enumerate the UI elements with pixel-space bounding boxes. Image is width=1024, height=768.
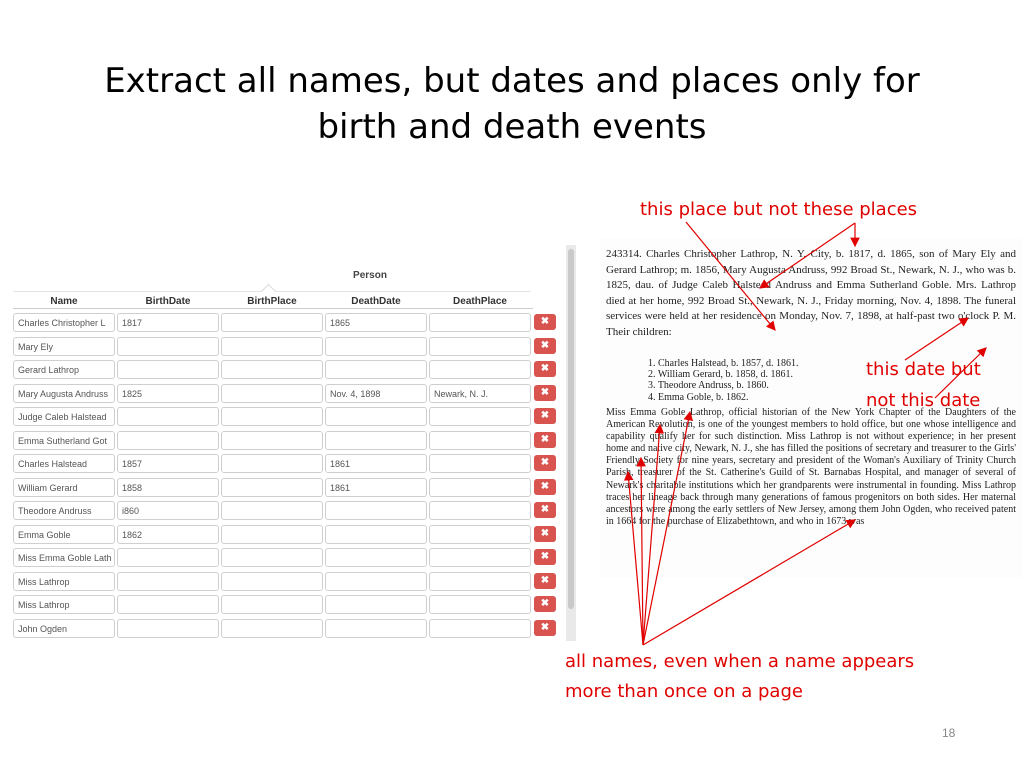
delete-row-button[interactable] — [534, 596, 556, 612]
delete-x-icon: ✖ — [540, 621, 550, 633]
birthplace-field[interactable] — [221, 572, 323, 591]
name-field[interactable]: Mary Augusta Andruss — [13, 384, 115, 403]
birthdate-field[interactable] — [117, 407, 219, 426]
delete-row-button[interactable] — [534, 502, 556, 518]
date-annotation-line-1: this date but — [866, 359, 981, 380]
place-annotation: this place but not these places — [640, 199, 918, 220]
name-field[interactable]: Miss Lathrop — [13, 595, 115, 614]
birthdate-field[interactable]: i860 — [117, 501, 219, 520]
birthdate-field[interactable]: 1858 — [117, 478, 219, 497]
name-field[interactable]: Theodore Andruss — [13, 501, 115, 520]
deathdate-field[interactable]: Nov. 4, 1898 — [325, 384, 427, 403]
deathplace-field[interactable] — [429, 572, 531, 591]
deathplace-field[interactable] — [429, 431, 531, 450]
delete-row-button[interactable] — [534, 361, 556, 377]
scan-paragraph-1: 243314. Charles Christopher Lathrop, N. Y. City, b. 1817, d. 1865, son of Mary Ely and Gerard Lathrop; m. 1856, Mary Augusta Andruss, 992 Broad St., Newark, N. J., who was b. 1825, dau. of Judge Caleb Halstead Andruss and Emma Sutherland Goble. Mrs. Lathrop died at her home, 992 Broad St., Newark, N. J., Friday morning, Nov. 4, 1898. The funeral services were held at her residence on Monday, Nov. 7, 1898, at half-past two o'clock P. M. Their children: — [606, 248, 1016, 338]
delete-x-icon: ✖ — [540, 457, 550, 468]
birthplace-field[interactable] — [221, 454, 323, 473]
scan-child-2: 2. William Gerard, b. 1858, d. 1861. — [648, 369, 793, 381]
birthplace-field[interactable] — [221, 619, 323, 638]
delete-row-button[interactable] — [534, 338, 556, 354]
birthplace-field[interactable] — [221, 384, 323, 403]
person-group-header: Person — [353, 270, 387, 281]
delete-x-icon: ✖ — [540, 433, 550, 445]
date-annotation-line-2: not this date — [866, 390, 981, 411]
deathdate-field[interactable] — [325, 548, 427, 567]
deathdate-field[interactable] — [325, 337, 427, 356]
column-header-birthplace: BirthPlace — [247, 296, 297, 307]
birthdate-field[interactable]: 1862 — [117, 525, 219, 544]
birthplace-field[interactable] — [221, 431, 323, 450]
deathplace-field[interactable] — [429, 407, 531, 426]
name-field[interactable]: Miss Lathrop — [13, 572, 115, 591]
delete-row-button[interactable] — [534, 526, 556, 542]
birthdate-field[interactable] — [117, 619, 219, 638]
deathplace-field[interactable] — [429, 595, 531, 614]
deathdate-field[interactable] — [325, 431, 427, 450]
deathdate-field[interactable] — [325, 407, 427, 426]
birthplace-field[interactable] — [221, 478, 323, 497]
header-divider — [13, 308, 533, 309]
delete-x-icon: ✖ — [540, 574, 550, 586]
delete-row-button[interactable] — [534, 573, 556, 589]
birthdate-field[interactable]: 1857 — [117, 454, 219, 473]
deathdate-field[interactable]: 1861 — [325, 454, 427, 473]
delete-x-icon: ✖ — [540, 480, 550, 492]
delete-x-icon: ✖ — [540, 527, 550, 539]
delete-x-icon: ✖ — [540, 316, 550, 327]
column-header-name: Name — [50, 296, 78, 307]
deathplace-field[interactable] — [429, 337, 531, 356]
birthdate-field[interactable]: 1825 — [117, 384, 219, 403]
deathplace-field[interactable] — [429, 360, 531, 379]
birthdate-field[interactable] — [117, 595, 219, 614]
name-field[interactable]: Mary Ely — [13, 337, 115, 356]
name-field[interactable]: Gerard Lathrop — [13, 360, 115, 379]
delete-row-button[interactable] — [534, 385, 556, 401]
deathplace-field[interactable] — [429, 619, 531, 638]
column-header-birthdate: BirthDate — [145, 296, 191, 307]
deathplace-field[interactable] — [429, 478, 531, 497]
delete-row-button[interactable] — [534, 620, 556, 636]
scrollbar-thumb[interactable] — [568, 249, 574, 609]
birthplace-field[interactable] — [221, 407, 323, 426]
column-header-deathdate: DeathDate — [351, 296, 401, 307]
names-annotation-line-2: more than once on a page — [565, 681, 803, 702]
birthplace-field[interactable] — [221, 313, 323, 332]
delete-row-button[interactable] — [534, 314, 556, 330]
deathdate-field[interactable] — [325, 595, 427, 614]
delete-row-button[interactable] — [534, 549, 556, 565]
scan-child-1: 1. Charles Halstead, b. 1857, d. 1861. — [648, 358, 799, 369]
deathdate-field[interactable] — [325, 360, 427, 379]
deathdate-field[interactable]: 1861 — [325, 478, 427, 497]
form-scrollbar[interactable] — [566, 245, 576, 641]
name-field[interactable]: Emma Goble — [13, 525, 115, 544]
birthdate-field[interactable] — [117, 360, 219, 379]
birthplace-field[interactable] — [221, 360, 323, 379]
deathplace-field[interactable] — [429, 525, 531, 544]
delete-x-icon: ✖ — [540, 363, 550, 374]
deathdate-field[interactable] — [325, 525, 427, 544]
delete-row-button[interactable] — [534, 408, 556, 424]
birthdate-field[interactable] — [117, 572, 219, 591]
name-field[interactable]: Charles Halstead — [13, 454, 115, 473]
deathplace-field[interactable]: Newark, N. J. — [429, 384, 531, 403]
name-field[interactable]: John Ogden — [13, 619, 115, 638]
name-field[interactable]: Miss Emma Goble Lath — [13, 548, 115, 567]
scan-child-3: 3. Theodore Andruss, b. 1860. — [648, 380, 769, 392]
slide-title — [0, 58, 1024, 150]
slide-title-line-2: birth and death events — [317, 107, 707, 147]
column-header-deathplace: DeathPlace — [453, 296, 507, 307]
page-number: 18 — [942, 726, 956, 740]
deathplace-field[interactable] — [429, 501, 531, 520]
deathplace-field[interactable] — [429, 548, 531, 567]
scan-child-4: 4. Emma Goble, b. 1862. — [648, 391, 749, 403]
birthplace-field[interactable] — [221, 595, 323, 614]
delete-x-icon: ✖ — [540, 339, 550, 351]
deathplace-field[interactable] — [429, 454, 531, 473]
birthplace-field[interactable] — [221, 525, 323, 544]
deathdate-field[interactable]: 1865 — [325, 313, 427, 332]
deathdate-field[interactable] — [325, 501, 427, 520]
delete-x-icon: ✖ — [540, 551, 550, 562]
delete-x-icon: ✖ — [540, 410, 550, 421]
birthdate-field[interactable] — [117, 431, 219, 450]
delete-row-button[interactable] — [534, 432, 556, 448]
scan-children-list — [648, 358, 799, 403]
delete-x-icon: ✖ — [540, 598, 550, 609]
name-field[interactable]: Emma Sutherland Got — [13, 431, 115, 450]
birthdate-field[interactable]: 1817 — [117, 313, 219, 332]
delete-x-icon: ✖ — [540, 386, 550, 398]
birthdate-field[interactable] — [117, 548, 219, 567]
name-field[interactable]: William Gerard — [13, 478, 115, 497]
delete-x-icon: ✖ — [540, 504, 550, 515]
birthplace-field[interactable] — [221, 337, 323, 356]
birthdate-field[interactable] — [117, 337, 219, 356]
delete-row-button[interactable] — [534, 479, 556, 495]
slide-title-line-1: Extract all names, but dates and places only for — [104, 61, 920, 101]
scan-paragraph-2: Miss Emma Goble Lathrop, official historian of the New York Chapter of the Daughters of the American Revolution, is one of the youngest members to hold office, but one whose intelligence and capability qualify her for such distinction. Miss Lathrop is not without experience; in her present home and native city, Newark, N. J., she has filled the positions of secretary and treasurer to the Girls' Friendly Society for nine years, secretary and president of the Woman's Auxiliary of Trinity Church Parish, treasurer of the St. Catherine's Guild of St. Barnabas Hospital, and manager of several of Newark's charitable institutions which her grandparents were instrumental in founding. Miss Lathrop traces her lineage back through many generations of famous progenitors on both sides. Her maternal ancestors were among the early settlers of New Jersey, among them John Ogden, who received patent in 1664 for the purchase of Elizabethtown, and who in 1673 was — [606, 407, 1016, 527]
deathdate-field[interactable] — [325, 572, 427, 591]
birthplace-field[interactable] — [221, 548, 323, 567]
name-field[interactable]: Charles Christopher L — [13, 313, 115, 332]
person-form-panel — [10, 262, 562, 642]
names-annotation-line-1: all names, even when a name appears — [565, 651, 915, 672]
birthplace-field[interactable] — [221, 501, 323, 520]
name-field[interactable]: Judge Caleb Halstead — [13, 407, 115, 426]
deathplace-field[interactable] — [429, 313, 531, 332]
deathdate-field[interactable] — [325, 619, 427, 638]
delete-row-button[interactable] — [534, 455, 556, 471]
